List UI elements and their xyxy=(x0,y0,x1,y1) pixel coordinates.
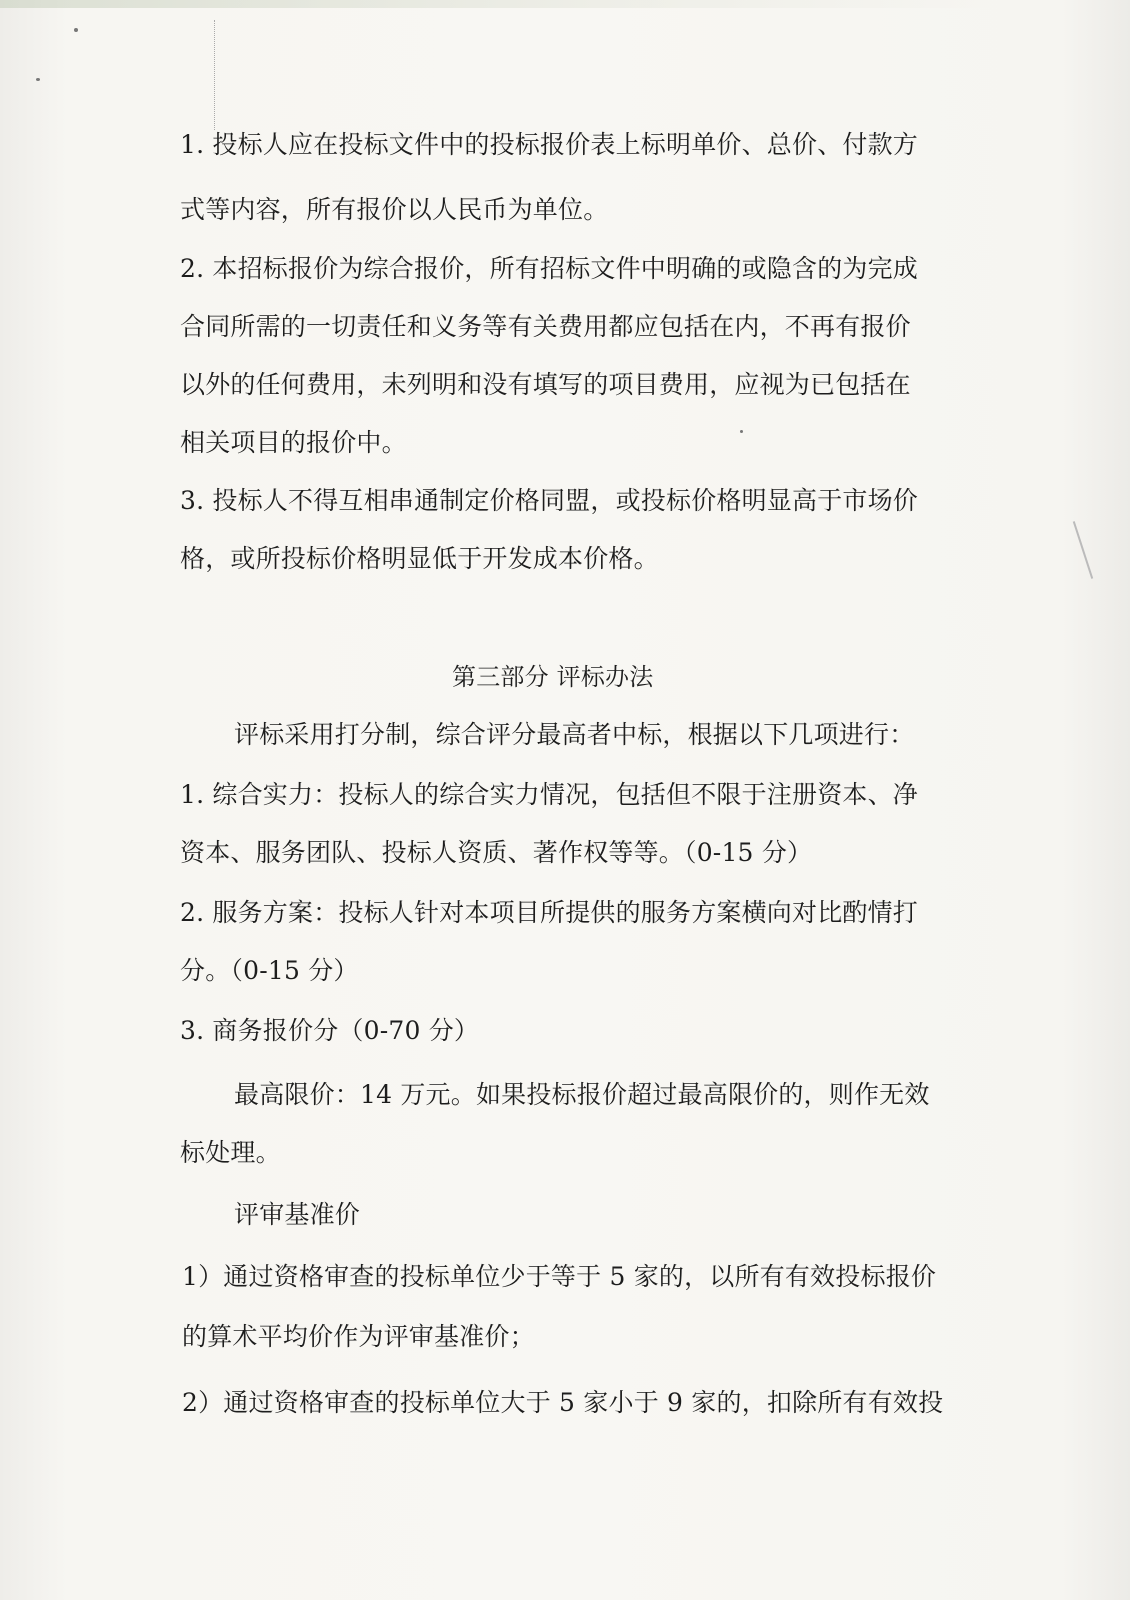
text-line: 相关项目的报价中。 xyxy=(180,428,407,457)
text-line: 格，或所投标价格明显低于开发成本价格。 xyxy=(180,544,659,573)
text-line: 1）通过资格审查的投标单位少于等于 5 家的，以所有有效投标报价 xyxy=(182,1262,937,1291)
text-line: 1. 综合实力：投标人的综合实力情况，包括但不限于注册资本、净 xyxy=(180,780,919,809)
scan-top-edge xyxy=(0,0,1000,8)
text-line: 以外的任何费用，未列明和没有填写的项目费用，应视为已包括在 xyxy=(180,370,911,399)
text-line: 分。（0-15 分） xyxy=(180,956,359,985)
scan-speck xyxy=(36,78,40,81)
text-line: 2. 本招标报价为综合报价，所有招标文件中明确的或隐含的为完成 xyxy=(180,254,919,283)
text-line: 最高限价：14 万元。如果投标报价超过最高限价的，则作无效 xyxy=(234,1080,930,1109)
text-line: 标处理。 xyxy=(180,1138,281,1167)
section-heading: 第三部分 评标办法 xyxy=(452,663,654,691)
scan-speck xyxy=(74,28,78,32)
text-line: 3. 商务报价分（0-70 分） xyxy=(180,1016,480,1045)
text-line: 评审基准价 xyxy=(234,1200,361,1229)
text-line: 资本、服务团队、投标人资质、著作权等等。（0-15 分） xyxy=(180,838,813,867)
text-line: 合同所需的一切责任和义务等有关费用都应包括在内，不再有报价 xyxy=(180,312,911,341)
text-line: 2）通过资格审查的投标单位大于 5 家小于 9 家的，扣除所有有效投 xyxy=(182,1388,944,1417)
text-line: 1. 投标人应在投标文件中的投标报价表上标明单价、总价、付款方 xyxy=(180,130,919,159)
text-line: 2. 服务方案：投标人针对本项目所提供的服务方案横向对比酌情打 xyxy=(180,898,919,927)
text-line: 式等内容，所有报价以人民币为单位。 xyxy=(180,195,609,224)
scan-mark xyxy=(214,20,215,130)
text-line: 的算术平均价作为评审基准价； xyxy=(182,1322,535,1351)
text-line: 3. 投标人不得互相串通制定价格同盟，或投标价格明显高于市场价 xyxy=(180,486,919,515)
text-line: 评标采用打分制，综合评分最高者中标，根据以下几项进行： xyxy=(234,720,915,749)
